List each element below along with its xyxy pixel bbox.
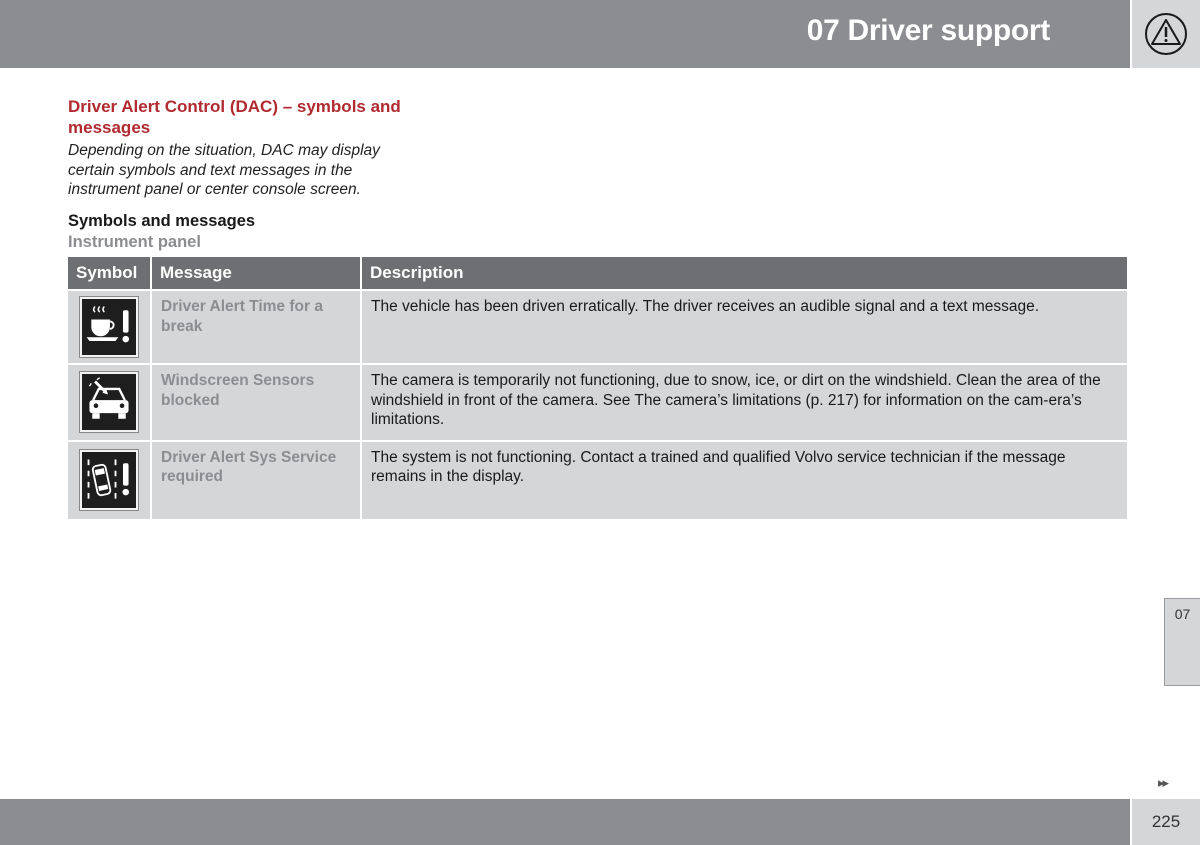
symbol-cell bbox=[68, 442, 150, 519]
chapter-side-tab[interactable] bbox=[1164, 598, 1200, 686]
symbol-cell bbox=[68, 365, 150, 440]
messages-table bbox=[66, 255, 1129, 521]
table-row bbox=[68, 291, 1127, 363]
column-header-description: Description bbox=[362, 257, 1127, 289]
footer-page-box bbox=[1132, 799, 1200, 845]
column-header-message: Message bbox=[152, 257, 360, 289]
double-chevron-right-icon[interactable]: ▸▸ bbox=[1158, 775, 1168, 790]
header-icon-box bbox=[1132, 0, 1200, 68]
section-title: Driver Alert Control (DAC) – symbols and messages bbox=[68, 97, 401, 137]
description-cell: The camera is temporarily not functioning, due to snow, ice, or dirt on the windshield. Clean the area of the windshield in front of the camera. See The camera’s limitations (p. 217) for information on the cam-era’s limitations. bbox=[362, 365, 1127, 440]
table-header-row bbox=[68, 257, 1127, 289]
chapter-side-tab-label: 07 bbox=[1174, 606, 1191, 622]
warning-triangle-icon bbox=[1144, 12, 1188, 56]
page-number: 225 bbox=[1151, 812, 1181, 831]
symbol-cell bbox=[68, 291, 150, 363]
header-bar bbox=[0, 0, 1130, 68]
footer-bar bbox=[0, 799, 1130, 845]
lane-car-warning-icon bbox=[80, 450, 138, 510]
coffee-cup-warning-icon bbox=[80, 297, 138, 357]
description-cell: The vehicle has been driven erratically. The driver receives an audible signal and a text message. bbox=[362, 291, 1127, 363]
table-row bbox=[68, 365, 1127, 440]
description-cell: The system is not functioning. Contact a trained and qualified Volvo service technician if the message remains in the display. bbox=[362, 442, 1127, 519]
table-row bbox=[68, 442, 1127, 519]
column-header-symbol: Symbol bbox=[68, 257, 150, 289]
message-cell: Driver Alert Sys Service required bbox=[152, 442, 360, 519]
subsubheading: Instrument panel bbox=[68, 233, 201, 251]
windscreen-sensor-blocked-icon bbox=[80, 372, 138, 432]
subheading: Symbols and messages bbox=[68, 212, 256, 230]
message-cell: Windscreen Sensors blocked bbox=[152, 365, 360, 440]
message-cell: Driver Alert Time for a break bbox=[152, 291, 360, 363]
chapter-title: 07 Driver support bbox=[806, 14, 1050, 47]
intro-text: Depending on the situation, DAC may display certain symbols and text messages in the instrument panel or center console screen. bbox=[68, 142, 380, 198]
